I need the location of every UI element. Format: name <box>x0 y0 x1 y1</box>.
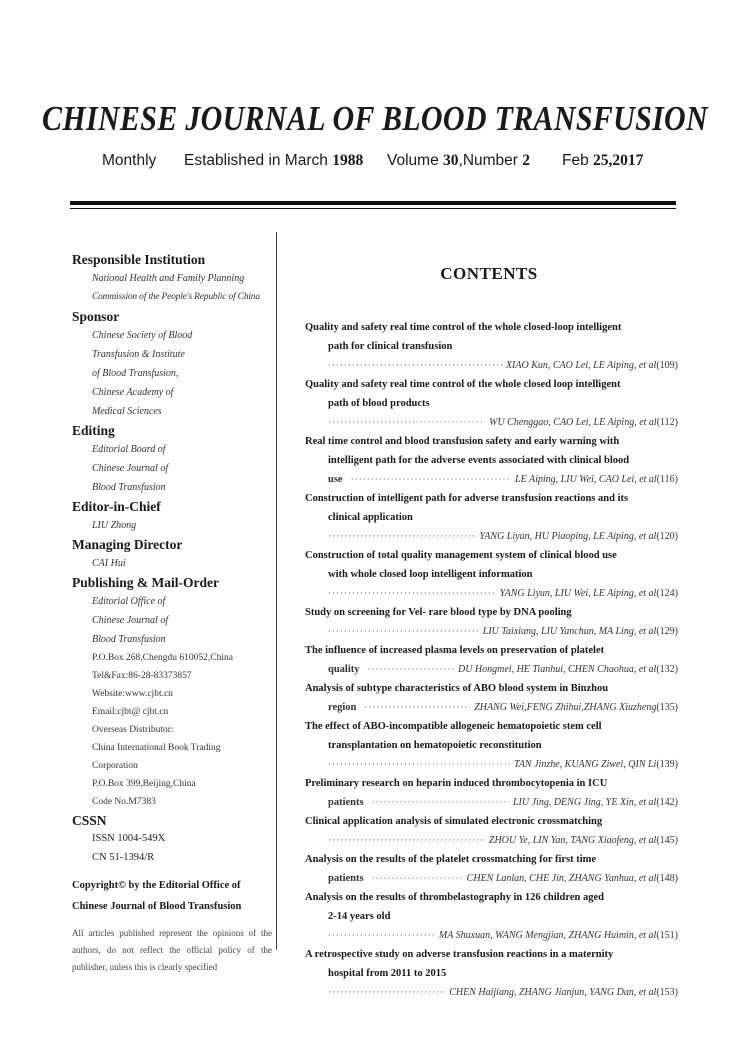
sponsor-line: Chinese Society of Blood <box>92 330 193 341</box>
sponsor-line: Transfusion & Institute <box>92 349 185 360</box>
toc-entry <box>305 812 678 850</box>
header-rule-thick <box>70 201 676 205</box>
toc-entry-page: (129) <box>656 626 678 637</box>
responsible-institution-heading: Responsible Institution <box>72 252 206 267</box>
cn-number: CN 51-1394/R <box>92 851 155 863</box>
publishing-heading: Publishing & Mail-Order <box>72 575 220 590</box>
toc-entry-title: hospital from 2011 to 2015 <box>328 968 447 979</box>
publishing-code: Code No.M7383 <box>92 797 156 807</box>
toc-entry-authors: XIAO Kun, CAO Lei, LE Aiping, et al <box>505 360 657 371</box>
toc-entry <box>305 375 678 432</box>
dot-leader <box>328 831 485 850</box>
toc-entry <box>305 679 678 717</box>
publishing-line: Corporation <box>92 761 138 771</box>
toc-entry-page: (135) <box>656 702 678 713</box>
toc-entry-byline <box>305 698 678 717</box>
toc-entry-authors: ZHOU Ye, LIN Yan, TANG Xiaofeng, et al <box>488 835 657 846</box>
editor-in-chief-name: LIU Zhong <box>92 520 137 531</box>
publishing-phone: Tel&Fax:86-28-83373857 <box>92 671 192 681</box>
dot-leader <box>372 793 509 812</box>
toc-entry-title: Quality and safety real time control of the whole closed loop intelligent <box>305 379 621 390</box>
toc-entry-byline <box>305 660 678 679</box>
toc-entry-page: (112) <box>656 417 678 428</box>
date-value: 25,2017 <box>593 152 644 169</box>
toc-entry-byline <box>305 926 678 945</box>
toc-entry <box>305 318 678 375</box>
managing-director-name: CAI Hui <box>92 558 126 569</box>
toc-entry-title: Construction of total quality management system of clinical blood use <box>305 550 617 561</box>
established-info <box>184 152 363 170</box>
toc-entry-title: Analysis of subtype characteristics of ABO blood system in Binzhou <box>305 683 609 694</box>
publishing-line: Overseas Distributor: <box>92 725 174 735</box>
responsible-institution-line: National Health and Family Planning <box>92 273 245 284</box>
toc-entry-page: (120) <box>656 531 678 542</box>
toc-entry <box>305 774 678 812</box>
issue-number: 2 <box>522 152 531 169</box>
contents-heading: CONTENTS <box>440 264 538 283</box>
dot-leader <box>328 755 510 774</box>
toc-entry-title: Analysis on the results of the platelet crossmatching for first time <box>305 854 597 865</box>
toc-entry-title: Construction of intelligent path for adverse transfusion reactions and its <box>305 493 629 504</box>
toc-entry-title-tail: quality <box>328 664 360 675</box>
copyright-notice <box>72 875 272 917</box>
toc-entry-page: (124) <box>656 588 678 599</box>
toc-entry-title: Study on screening for Vel- rare blood type by DNA pooling <box>305 607 572 618</box>
toc-entry-title: Real time control and blood transfusion safety and early warning with <box>305 436 620 447</box>
toc-entry-title: Analysis on the results of thrombelastography in 126 children aged <box>305 892 604 903</box>
publishing-line: Editorial Office of <box>92 596 166 607</box>
toc-entry-page: (148) <box>656 873 678 884</box>
publishing-line: Blood Transfusion <box>92 634 166 645</box>
sponsor-heading: Sponsor <box>72 309 120 324</box>
toc-entry-authors: DU Hongmei, HE Tianhui, CHEN Chaohua, et al <box>457 664 657 675</box>
toc-entry <box>305 888 678 945</box>
issn: ISSN 1004-549X <box>92 833 166 844</box>
frequency: Monthly <box>102 152 157 169</box>
toc-entry-byline <box>305 831 678 850</box>
toc-entry-title: with whole closed loop intelligent information <box>328 569 533 580</box>
toc-entry <box>305 717 678 774</box>
toc-entry <box>305 546 678 603</box>
dot-leader <box>328 926 435 945</box>
publishing-website: Website:www.cjbt.cn <box>92 689 173 699</box>
toc-entry-byline <box>305 755 678 774</box>
toc-entry-byline <box>305 983 678 1002</box>
toc-entry-authors: LE Aiping, LIU Wei, CAO Lei, et al <box>515 474 657 485</box>
copyright-line: Copyright© by the Editorial Office of <box>72 880 241 891</box>
copyright-line: Chinese Journal of Blood Transfusion <box>72 901 242 912</box>
toc-entry-authors: YANG Liyun, LIU Wei, LE Aiping, et al <box>499 588 657 599</box>
dot-leader <box>351 470 511 489</box>
toc-entry-authors: ZHANG Wei,FENG Zhihui,ZHANG Xiuzheng <box>474 702 657 713</box>
toc-entry-byline <box>305 527 678 546</box>
toc-entry-title: The influence of increased plasma levels on preservation of platelet <box>305 645 605 656</box>
publishing-address: P.O.Box 268,Chengdu 610052,China <box>92 653 233 663</box>
responsible-institution-line: Commission of the People's Republic of China <box>92 292 260 302</box>
toc-entry-byline <box>305 470 678 489</box>
sponsor-line: of Blood Transfusion, <box>92 368 179 379</box>
toc-entry-title-tail: patients <box>328 797 364 808</box>
dot-leader <box>368 660 454 679</box>
managing-director-heading: Managing Director <box>72 537 183 552</box>
editing-heading: Editing <box>72 423 115 438</box>
established-year: 1988 <box>332 152 364 169</box>
volume-label: Volume <box>387 152 439 169</box>
volume-number: 30 <box>443 152 459 169</box>
volume-info <box>387 152 530 170</box>
toc-entry-byline <box>305 413 678 432</box>
editing-line: Blood Transfusion <box>92 482 166 493</box>
dot-leader <box>372 869 463 888</box>
journal-title: CHINESE JOURNAL OF BLOOD TRANSFUSION <box>42 100 708 138</box>
toc-entry-authors: MA Shuxuan, WANG Mengjian, ZHANG Huimin, et al <box>438 930 657 941</box>
toc-entry-title-tail: patients <box>328 873 364 884</box>
toc-entry-authors: CHEN Haijiang, ZHANG Jianjun, YANG Dan, et al <box>449 987 657 998</box>
toc-entry-byline <box>305 622 678 641</box>
toc-entry-byline <box>305 793 678 812</box>
toc-entry-page: (132) <box>656 664 678 675</box>
toc-entry-title: clinical application <box>328 512 413 523</box>
toc-entry-title: path for clinical transfusion <box>328 341 453 352</box>
editing-line: Editorial Board of <box>92 444 166 455</box>
toc-entry-title-tail: region <box>328 702 357 713</box>
sponsor-line: Medical Sciences <box>92 406 162 417</box>
toc-entry-title: 2-14 years old <box>328 911 391 922</box>
publishing-email: Email:cjbt@ cjbt.cn <box>92 707 169 717</box>
toc-entry-byline <box>305 356 678 375</box>
toc-entry-page: (116) <box>656 474 678 485</box>
sponsor-line: Chinese Academy of <box>92 387 174 398</box>
publishing-line: Chinese Journal of <box>92 615 169 626</box>
toc-entry-page: (145) <box>656 835 678 846</box>
toc-entry <box>305 945 678 1002</box>
toc-entry-page: (139) <box>656 759 678 770</box>
toc-entry-title: A retrospective study on adverse transfusion reactions in a maternity <box>305 949 614 960</box>
toc-entry <box>305 850 678 888</box>
masthead-sidebar <box>72 250 272 976</box>
column-divider <box>276 232 277 950</box>
dot-leader <box>328 983 445 1002</box>
toc-entry <box>305 432 678 489</box>
publishing-line: P.O.Box 399,Beijing,China <box>92 779 196 789</box>
issue-date <box>562 152 643 170</box>
toc-entry-page: (109) <box>656 360 678 371</box>
toc-entry-title: path of blood products <box>328 398 430 409</box>
dot-leader <box>328 356 502 375</box>
toc-entry-authors: YANG Liyun, HU Piaoping, LE Aiping, et al <box>479 531 657 542</box>
toc-entry-page: (142) <box>656 797 678 808</box>
publishing-line: China International Book Trading <box>92 743 221 753</box>
toc-entry-authors: LIU Taixiang, LIU Yanchun, MA Ling, et al <box>482 626 657 637</box>
table-of-contents <box>305 318 678 1002</box>
number-label: ,Number <box>458 152 518 169</box>
editor-in-chief-heading: Editor-in-Chief <box>72 499 161 514</box>
toc-entry-authors: WU Chenggao, CAO Lei, LE Aiping, et al <box>489 417 657 428</box>
toc-entry-title: intelligent path for the adverse events associated with clinical blood <box>328 455 630 466</box>
toc-entry-title: Preliminary research on heparin induced thrombocytopenia in ICU <box>305 778 608 789</box>
toc-entry-byline <box>305 584 678 603</box>
dot-leader <box>328 584 496 603</box>
dot-leader <box>364 698 470 717</box>
toc-entry <box>305 641 678 679</box>
toc-entry-title: Clinical application analysis of simulated electronic crossmatching <box>305 816 603 827</box>
toc-entry-authors: CHEN Lanlan, CHE Jin, ZHANG Yanhua, et al <box>466 873 657 884</box>
toc-entry-title-tail: use <box>328 474 343 485</box>
toc-entry-title: Quality and safety real time control of the whole closed-loop intelligent <box>305 322 622 333</box>
cssn-heading: CSSN <box>72 813 107 828</box>
header-rule-thin <box>70 208 676 209</box>
toc-entry-title: transplantation on hematopoietic reconstitution <box>328 740 542 751</box>
toc-entry <box>305 489 678 546</box>
dot-leader <box>328 622 479 641</box>
editing-line: Chinese Journal of <box>92 463 169 474</box>
toc-entry-byline <box>305 869 678 888</box>
toc-entry-authors: TAN Jinzhe, KUANG Ziwei, QIN Li <box>514 759 657 770</box>
toc-entry-page: (153) <box>656 987 678 998</box>
toc-entry <box>305 603 678 641</box>
toc-entry-title: The effect of ABO-incompatible allogeneic hematopoietic stem cell <box>305 721 602 732</box>
established-label: Established in March <box>184 152 328 169</box>
dot-leader <box>328 413 485 432</box>
toc-entry-authors: LIU Jing, DENG Jing, YE Xin, et al <box>513 797 657 808</box>
toc-entry-page: (151) <box>656 930 678 941</box>
dot-leader <box>328 527 475 546</box>
date-label: Feb <box>562 152 589 169</box>
disclaimer: All articles published represent the opinions of the authors, do not reflect the official policy of the publisher, unless this is clearly specified <box>72 928 272 972</box>
